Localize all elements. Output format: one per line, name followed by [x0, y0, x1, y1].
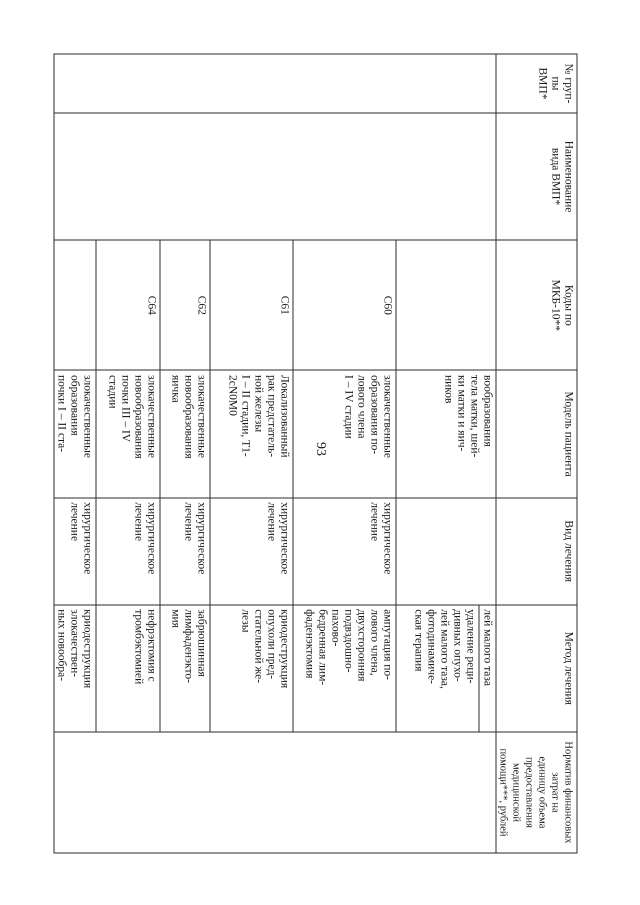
mkb-code-cell: C60 — [293, 240, 396, 370]
method-continuation: лей малого таза — [479, 605, 496, 731]
mkb-code-cell: C62 — [160, 240, 210, 370]
treatment-method-cell: криодеструкция опухоли пред- стательной же- лезы — [210, 604, 293, 731]
header-cost-norm: Норматив финансовых затрат на единицу объема предоставления медицинской помощи***, рублей — [496, 731, 577, 852]
header-vmp-name: Наименование вида ВМП* — [496, 112, 577, 239]
header-group-no: № груп- пы ВМП* — [496, 54, 577, 113]
treatment-method-cell: забрюшинная лимфаденэкто- мия — [160, 604, 210, 731]
table-row — [396, 54, 496, 853]
page-number: 93 — [313, 442, 328, 456]
method-text: удаление реци- дивных опухо- лей малого таза, фотодинамиче- ская терапия — [412, 608, 477, 689]
mkb-code-cell: C61 — [210, 240, 293, 370]
vmp-name-cell — [54, 112, 496, 239]
header-treatment-method: Метод лечения — [496, 604, 577, 731]
patient-model-cell: вообразования тела матки, шей- ки матки и яич- ников — [396, 370, 496, 497]
treatment-type-cell: хирургическое лечение — [210, 497, 293, 604]
treatment-method-cell — [396, 604, 496, 731]
header-patient-model: Модель пациента — [496, 370, 577, 497]
treatment-type-cell: хирургическое лечение — [54, 497, 96, 604]
mkb-code-cell — [54, 240, 96, 370]
treatment-type-cell: хирургическое лечение — [293, 497, 396, 604]
patient-model-cell: злокачественные новообразования почки III – IV стадии — [96, 370, 160, 497]
cost-norm-cell — [54, 731, 496, 852]
treatment-type-cell — [396, 497, 496, 604]
treatment-method-cell: ампутация по- лового члена, двухсторонняя подвздошно- пахово- бедренная лим- фаденэктомия — [293, 604, 396, 731]
treatment-type-cell: хирургическое лечение — [96, 497, 160, 604]
patient-model-cell: злокачественные новообразования яичка — [160, 370, 210, 497]
mkb-code-cell — [396, 240, 496, 370]
group-no-cell — [54, 54, 496, 113]
header-mkb-codes: Коды по МКБ-10** — [496, 240, 577, 370]
header-treatment-type: Вид лечения — [496, 497, 577, 604]
rotated-table-sheet — [55, 53, 578, 853]
patient-model-cell: злокачественные образования по- лового члена I – IV стадии — [293, 370, 396, 497]
treatment-method-cell: криодеструкция злокачествен- ных новообра- — [54, 604, 96, 731]
treatment-type-cell: хирургическое лечение — [160, 497, 210, 604]
patient-model-cell: злокачественные образования почки I – II ста- — [54, 370, 96, 497]
treatment-method-cell: нефрэктомия с тромбэктомией — [96, 604, 160, 731]
mkb-code-cell: C64 — [96, 240, 160, 370]
patient-model-cell: Локализованный рак предстатель- ной железы I – II стадии, T1- 2cN0M0 — [210, 370, 293, 497]
vmp-table — [54, 53, 578, 853]
